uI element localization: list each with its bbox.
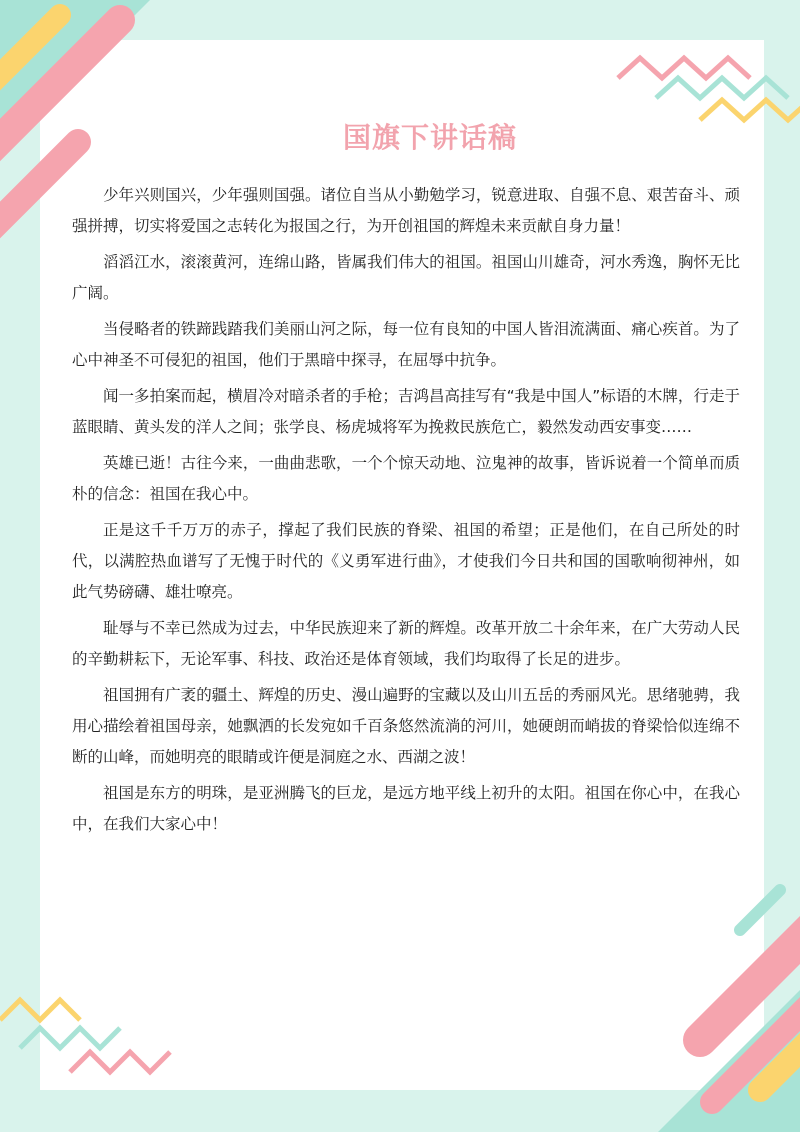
paragraph: 耻辱与不幸已然成为过去，中华民族迎来了新的辉煌。改革开放二十余年来，在广大劳动人民的辛勤耕耘下，无论军事、科技、政治还是体育领域，我们均取得了长足的进步。 (72, 619, 740, 668)
top-right-zigzags (618, 58, 800, 120)
paragraph: 祖国拥有广袤的疆土、辉煌的历史、漫山遍野的宝藏以及山川五岳的秀丽风光。思绪驰骋，我用心描绘着祖国母亲，她飘洒的长发宛如千百条悠然流淌的河川，她硬朗而峭拔的脊梁恰似连绵不断的山峰，而她明亮的眼睛或许便是洞庭之水、西湖之波！ (72, 686, 740, 766)
paragraph: 祖国是东方的明珠，是亚洲腾飞的巨龙，是远方地平线上初升的太阳。祖国在你心中，在我心中，在我们大家心中！ (72, 784, 740, 833)
paragraph: 英雄已逝！古往今来，一曲曲悲歌，一个个惊天动地、泣鬼神的故事，皆诉说着一个简单而质朴的信念：祖国在我心中。 (72, 454, 740, 503)
paragraph: 正是这千千万万的赤子，撑起了我们民族的脊梁、祖国的希望；正是他们，在自己所处的时代，以满腔热血谱写了无愧于时代的《义勇军进行曲》，才使我们今日共和国的国歌响彻神州，如此气势磅礴、雄壮嘹亮。 (72, 521, 740, 601)
speech-body (72, 180, 740, 845)
document-title: 国旗下讲话稿 (342, 121, 517, 154)
paragraph: 少年兴则国兴，少年强则国强。诸位自当从小勤勉学习，锐意进取、自强不息、艰苦奋斗、顽强拼搏，切实将爱国之志转化为报国之行，为开创祖国的辉煌未来贡献自身力量！ (72, 186, 740, 235)
pink-stroke (0, 142, 78, 250)
paragraph: 当侵略者的铁蹄践踏我们美丽山河之际，每一位有良知的中国人皆泪流满面、痛心疾首。为了心中神圣不可侵犯的祖国，他们于黑暗中探寻，在屈辱中抗争。 (72, 320, 740, 369)
mint-zigzag (656, 78, 788, 98)
pink-zigzag (618, 58, 750, 78)
mint-stroke (740, 890, 780, 930)
paragraph: 闻一多拍案而起，横眉冷对暗杀者的手枪；吉鸿昌高挂写有“我是中国人”标语的木牌，行走于蓝眼睛、黄头发的洋人之间；张学良、杨虎城将军为挽救民族危亡，毅然发动西安事变…… (72, 387, 740, 436)
pink-zigzag (70, 1052, 170, 1072)
paragraph: 滔滔江水，滚滚黄河，连绵山路，皆属我们伟大的祖国。祖国山川雄奇，河水秀逸，胸怀无比广阔。 (72, 253, 740, 302)
bottom-right-decoration (658, 890, 800, 1132)
yellow-zigzag (0, 1000, 80, 1020)
bottom-left-zigzags (0, 1000, 170, 1072)
mint-zigzag (20, 1028, 120, 1048)
